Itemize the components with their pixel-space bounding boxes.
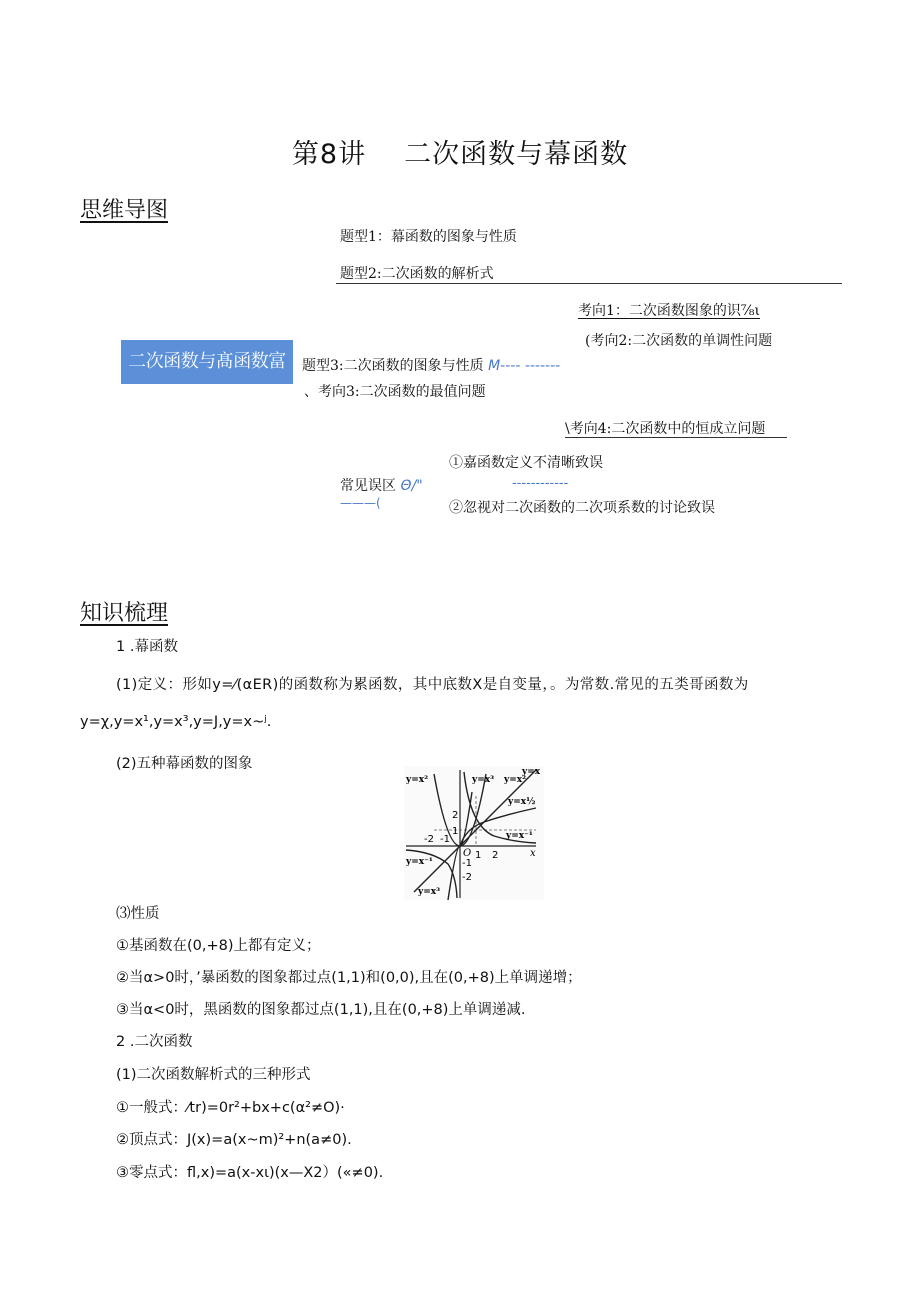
- mindmap-center-node: 二次函数与髙函数富: [121, 340, 293, 384]
- section1-prop3: ③当α<0时，黑函数的图象都过点(1,1),且在(0,+8)上单调递减.: [116, 1002, 526, 1018]
- mindmap-mistakes-mark: Θ/": [400, 478, 423, 494]
- mindmap-heading: 思维导图: [80, 198, 169, 223]
- section2-title: 2 .二次函数: [116, 1034, 193, 1050]
- section2-form2: ②顶点式：J(x)=a(x~m)²+n(a≠0).: [116, 1132, 352, 1148]
- page-title: 第8讲 二次函数与幕函数: [291, 139, 629, 170]
- mindmap-mistake1: ①嘉函数定义不清晰致误: [449, 455, 603, 471]
- mindmap-dir4: \考向4:二次函数中的恒成立问题: [565, 421, 766, 437]
- tick-xm2: -2: [424, 834, 434, 845]
- section1-title: 1 .幕函数: [116, 639, 178, 655]
- label-y-x3-bottom: y=x³: [418, 887, 441, 897]
- mindmap-type1: 题型1：幕函数的图象与性质: [340, 229, 517, 245]
- mindmap-dir4-underline: [565, 437, 787, 438]
- label-y-xhalf: y=x½: [508, 797, 536, 807]
- mindmap-mistakes-bracket: ———(: [340, 496, 381, 510]
- label-y-x: y=x: [522, 767, 541, 777]
- section2-form1: ①一般式：⁄tr)=0r²+bx+c(α²≠O)·: [116, 1100, 345, 1116]
- section2-form3: ③零点式：fl,x)=a(x-xι)(x—X2）(«≠0).: [116, 1165, 384, 1181]
- mindmap-dir1: 考向1：二次函数图象的识⅞ι: [578, 303, 760, 319]
- label-y-xinv-left: y=x⁻¹: [406, 857, 433, 867]
- mindmap-dir2: (考向2:二次函数的单调性问题: [585, 333, 773, 349]
- section2-forms-title: (1)二次函数解析式的三种形式: [116, 1067, 311, 1083]
- section1-definition: (1)定义：形如y=⁄(αER)的函数称为累函数，其中底数X是自变量，。为常数.常见的五类哥函数为: [116, 677, 749, 693]
- label-y-x2b: y=x²: [504, 775, 527, 785]
- mindmap-type2: 题型2:二次函数的解析式: [340, 266, 494, 282]
- knowledge-heading: 知识梳理: [80, 601, 169, 626]
- mindmap-mistakes: 常见误区 Θ/": [340, 478, 423, 494]
- label-y-x3: y=x³: [472, 775, 495, 785]
- label-y-x2: y=x²: [406, 775, 429, 785]
- section1-prop2: ②当α>0时，’暴函数的图象都过点(1,1)和(0,0),且在(0,+8)上单调递增；: [116, 970, 582, 986]
- section1-formula: y=χ,y=x¹,y=x³,y=J,y=x~ʲ.: [80, 714, 272, 730]
- mindmap-divider: [336, 283, 842, 284]
- section1-prop1: ①基函数在(0,+8)上都有定义；: [116, 938, 321, 954]
- tick-ym1: -1: [462, 858, 472, 869]
- label-origin: O: [463, 848, 472, 859]
- section1-props-title: ⑶性质: [116, 906, 160, 922]
- tick-x1: 1: [475, 850, 482, 861]
- tick-y2: 2: [452, 810, 459, 821]
- mindmap-dir3: 、考向3:二次函数的最值问题: [304, 384, 486, 400]
- power-function-graph-svg: [404, 766, 544, 900]
- tick-ym2: -2: [462, 872, 472, 883]
- mindmap-type3: 题型3:二次函数的图象与性质 M---- -------: [302, 358, 561, 374]
- mindmap-mistakes-dash: ------------: [512, 476, 569, 491]
- tick-xm1: -1: [440, 834, 450, 845]
- tick-y1: 1: [452, 826, 459, 837]
- label-y-xinv: y=x⁻¹: [506, 831, 533, 841]
- tick-x2: 2: [492, 850, 499, 861]
- section1-graph-title: (2)五种幕函数的图象: [116, 756, 253, 772]
- power-function-graph: [404, 766, 544, 900]
- mindmap-mistake2: ②忽视对二次函数的二次项系数的讨论致误: [449, 500, 715, 516]
- mindmap-type3-mark: M---- -------: [488, 358, 561, 374]
- label-axis-x: x: [530, 848, 536, 859]
